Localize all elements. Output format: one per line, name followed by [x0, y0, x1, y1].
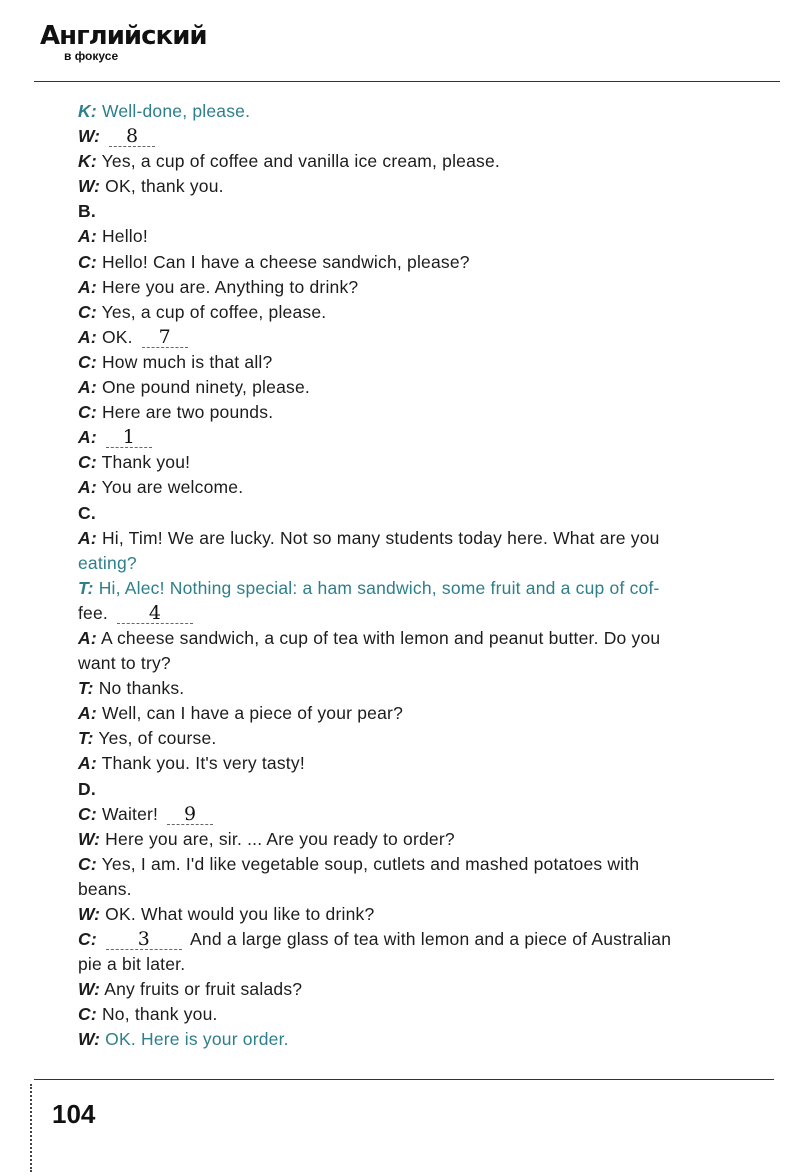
dialog-line — [78, 1027, 780, 1052]
book-logo — [40, 22, 207, 63]
speaker-label: A: — [78, 226, 97, 247]
dialog-line-continued: eating? — [78, 552, 137, 573]
dialog-line — [78, 626, 780, 651]
speaker-label: W: — [78, 828, 101, 849]
answer-blank: 4 — [117, 604, 193, 624]
line-text: No, thank you. — [101, 1004, 218, 1025]
line-text: Hello! — [101, 226, 148, 247]
line-text: Waiter! — [101, 803, 159, 824]
line-text: No thanks. — [98, 678, 185, 699]
speaker-label: A: — [78, 753, 97, 774]
dialog-line — [78, 275, 780, 300]
line-text: Thank you! — [101, 452, 191, 473]
line-text: Hi, Tim! We are lucky. Not so many students today here. What are you — [101, 527, 660, 548]
dialog-line — [78, 149, 780, 174]
speaker-label: T: — [78, 678, 94, 699]
line-text: Well, can I have a piece of your pear? — [101, 703, 403, 724]
dialog-line-continued — [78, 601, 780, 626]
speaker-label: A: — [78, 477, 97, 498]
speaker-label: C: — [78, 853, 97, 874]
dialog-line — [78, 300, 780, 325]
line-text: fee. — [78, 602, 108, 623]
line-text: Hello! Can I have a cheese sandwich, please? — [101, 251, 470, 272]
dialog-line — [78, 400, 780, 425]
dialog-line-continued: beans. — [78, 878, 132, 899]
line-text: How much is that all? — [101, 351, 273, 372]
dialog-line — [78, 701, 780, 726]
speaker-label: A: — [78, 276, 97, 297]
speaker-label: W: — [78, 904, 101, 924]
dialog-line — [78, 375, 780, 400]
speaker-label: T: — [78, 577, 94, 598]
dialog-line — [78, 124, 780, 149]
line-text: A cheese sandwich, a cup of tea with lemon and peanut butter. Do you — [100, 627, 661, 648]
dialog-line-continued: pie a bit later. — [78, 954, 186, 975]
speaker-label: A: — [78, 527, 97, 548]
dialog-line-continued: want to try? — [78, 653, 171, 674]
speaker-label: A: — [78, 627, 97, 648]
dialog-line — [78, 751, 780, 776]
dialog-line — [78, 802, 780, 827]
dialog-line — [78, 174, 780, 199]
answer-blank: 1 — [106, 428, 152, 448]
dialog-line — [78, 99, 780, 124]
dialog-content — [78, 99, 780, 1053]
speaker-label: C: — [78, 929, 97, 950]
page-number: 104 — [52, 1099, 96, 1129]
line-text: OK. — [101, 326, 133, 347]
speaker-label: A: — [78, 703, 97, 724]
answer-blank: 7 — [142, 328, 188, 348]
line-text: OK. Here is your order. — [105, 1029, 289, 1050]
answer-blank: 3 — [106, 930, 182, 950]
logo-subtitle: в фокусе — [64, 49, 119, 63]
logo-title: Английский — [40, 21, 207, 51]
speaker-label: T: — [78, 728, 94, 749]
line-text: Thank you. It's very tasty! — [101, 753, 305, 774]
dialog-line — [78, 726, 780, 751]
line-text: Any fruits or fruit salads? — [104, 979, 303, 1000]
top-rule — [34, 81, 780, 82]
speaker-label: W: — [78, 176, 101, 197]
section-label-c: C. — [78, 502, 96, 523]
dialog-line — [78, 526, 780, 551]
bottom-rule — [34, 1079, 774, 1080]
line-text: Here you are, sir. ... Are you ready to order? — [105, 828, 455, 849]
line-text: Yes, I am. I'd like vegetable soup, cutlets and mashed potatoes with — [101, 853, 640, 874]
dialog-line — [78, 927, 780, 952]
section-label-b: B. — [78, 201, 96, 222]
speaker-label: C: — [78, 452, 97, 473]
speaker-label: C: — [78, 803, 97, 824]
dialog-line — [78, 676, 780, 701]
answer-blank: 9 — [167, 805, 213, 825]
line-text: Yes, of course. — [98, 728, 217, 749]
speaker-label: W: — [78, 979, 101, 1000]
dialog-line — [78, 1002, 780, 1027]
answer-blank: 8 — [109, 127, 155, 147]
speaker-label: W: — [78, 126, 101, 147]
dialog-line — [78, 827, 780, 852]
speaker-label: C: — [78, 402, 97, 423]
dialog-line — [78, 852, 780, 877]
dialog-line — [78, 450, 780, 475]
dialog-line — [78, 224, 780, 249]
speaker-label: A: — [78, 326, 97, 347]
dialog-line — [78, 325, 780, 350]
line-text: Yes, a cup of coffee and vanilla ice cream, please. — [101, 151, 500, 172]
speaker-label: C: — [78, 351, 97, 372]
line-text: Hi, Alec! Nothing special: a ham sandwich, some fruit and a cup of cof- — [98, 577, 660, 598]
speaker-label: C: — [78, 1004, 97, 1025]
dotted-margin-line — [30, 1084, 32, 1172]
speaker-label: C: — [78, 301, 97, 322]
dialog-line — [78, 902, 780, 927]
dialog-line — [78, 977, 780, 1002]
speaker-label: A: — [78, 377, 97, 398]
dialog-line — [78, 350, 780, 375]
speaker-label: K: — [78, 101, 97, 121]
line-text: Here are two pounds. — [101, 402, 274, 423]
line-text: One pound ninety, please. — [101, 377, 310, 398]
dialog-line — [78, 576, 780, 601]
speaker-label: A: — [78, 427, 97, 448]
line-text: Well-done, please. — [101, 101, 251, 121]
line-text: OK, thank you. — [105, 176, 224, 197]
line-text: OK. What would you like to drink? — [105, 904, 375, 924]
section-label-d: D. — [78, 778, 96, 799]
line-text: You are welcome. — [101, 477, 244, 498]
line-text: And a large glass of tea with lemon and a piece of Australian — [190, 929, 672, 950]
dialog-line — [78, 425, 780, 450]
line-text: Here you are. Anything to drink? — [101, 276, 359, 297]
speaker-label: K: — [78, 151, 97, 172]
speaker-label: C: — [78, 251, 97, 272]
speaker-label: W: — [78, 1029, 101, 1050]
line-text: Yes, a cup of coffee, please. — [101, 301, 327, 322]
dialog-line — [78, 475, 780, 500]
dialog-line — [78, 250, 780, 275]
